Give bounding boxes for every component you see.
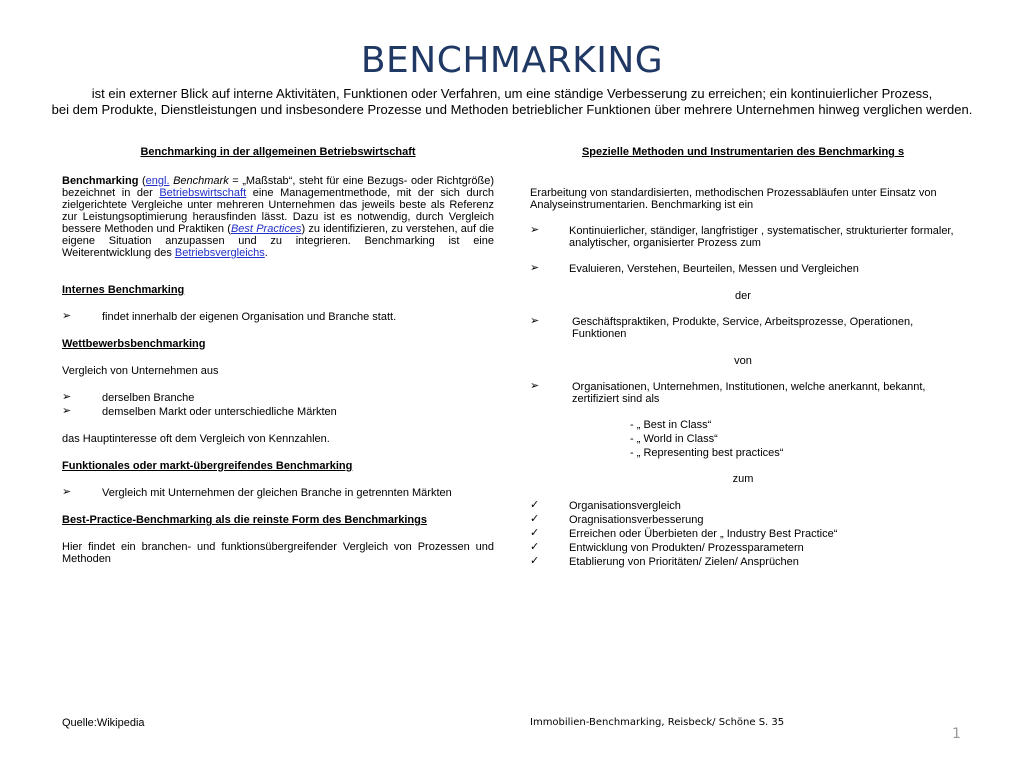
- checkmark-icon: ✓: [530, 499, 540, 511]
- check-item-text: Organisationsvergleich: [569, 500, 681, 512]
- source-right: Immobilien-Benchmarking, Reisbeck/ Schöne S. 35: [530, 717, 785, 728]
- check-item-text: Oragnisationsverbesserung: [569, 514, 704, 526]
- definition-term: Benchmarking: [62, 175, 139, 187]
- wettbewerb-text: Vergleich von Unternehmen aus: [62, 365, 219, 377]
- left-heading: Benchmarking in der allgemeinen Betriebswirtschaft: [140, 146, 416, 158]
- arrow-bullet-icon: ➢: [530, 315, 540, 327]
- intro-line-1: ist ein externer Blick auf interne Aktivitäten, Funktionen oder Verfahren, um eine ständige Verbesserung zu erreichen; ein kontinuierlicher Prozess,: [91, 86, 933, 101]
- definition-paragraph: [62, 175, 494, 259]
- check-item: [530, 556, 956, 568]
- funktional-heading: Funktionales oder markt-übergreifendes Benchmarking: [62, 460, 353, 472]
- dash-item: - „ World in Class“: [630, 433, 718, 445]
- list-item: [62, 406, 494, 418]
- link-engl[interactable]: engl.: [145, 175, 170, 187]
- intro-text: [40, 86, 984, 118]
- dash-item: - „ Representing best practices“: [630, 447, 784, 459]
- text-run: = „Maßstab“, steht für eine Bezugs- oder Richtgröße) bezeichnet in der: [62, 175, 494, 199]
- list-item: [530, 225, 956, 249]
- list-item: [530, 381, 956, 405]
- list-item: [530, 316, 956, 340]
- text-run: .: [264, 247, 268, 259]
- right-heading: Spezielle Methoden und Instrumentarien des Benchmarking s: [581, 146, 905, 158]
- connector-zum: zum: [732, 473, 754, 485]
- checkmark-icon: ✓: [530, 513, 540, 525]
- link-betriebsvergleichs[interactable]: Betriebsvergleichs: [174, 247, 265, 259]
- list-item-text: Kontinuierlicher, ständiger, langfristiger , systematischer, strukturierter formaler, analytischer, organisierter Prozess zum: [569, 225, 954, 249]
- link-betriebswirtschaft[interactable]: Betriebswirtschaft: [159, 187, 247, 199]
- bestpractice-text: Hier findet ein branchen- und funktionsübergreifender Vergleich von Prozessen und Methoden: [62, 541, 494, 565]
- list-item-text: findet innerhalb der eigenen Organisation und Branche statt.: [102, 311, 397, 323]
- bestpractice-heading: Best-Practice-Benchmarking als die reinste Form des Benchmarkings: [62, 514, 427, 526]
- arrow-bullet-icon: ➢: [62, 391, 72, 403]
- checkmark-icon: ✓: [530, 541, 540, 553]
- list-item-text: Geschäftspraktiken, Produkte, Service, Arbeitsprozesse, Operationen, Funktionen: [572, 316, 914, 340]
- check-item: [530, 528, 956, 540]
- link-best-practices[interactable]: Best Practices: [230, 223, 302, 235]
- check-item: [530, 514, 956, 526]
- text-run: (: [138, 175, 146, 187]
- page-title: BENCHMARKING: [360, 40, 664, 81]
- arrow-bullet-icon: ➢: [62, 405, 72, 417]
- arrow-bullet-icon: ➢: [62, 310, 72, 322]
- list-item-text: derselben Branche: [102, 392, 195, 404]
- text-run: ) zu identifizieren, zu verstehen, auf die eigene Situation anzupassen und zu integrieren. Benchmarking ist eine Weiterentwicklung des: [62, 223, 494, 259]
- list-item: [62, 311, 494, 323]
- dash-item: - „ Best in Class“: [630, 419, 712, 431]
- left-column: [62, 146, 494, 565]
- source-left: Quelle:Wikipedia: [62, 717, 145, 729]
- check-item-text: Etablierung von Prioritäten/ Zielen/ Ansprüchen: [569, 556, 799, 568]
- connector-der: der: [735, 290, 751, 302]
- connector-von: von: [734, 355, 752, 367]
- page-number: 1: [952, 726, 961, 742]
- list-item-text: Evaluieren, Verstehen, Beurteilen, Messen und Vergleichen: [569, 263, 859, 275]
- check-item-text: Erreichen oder Überbieten der „ Industry Best Practice“: [569, 528, 838, 540]
- list-item-text: demselben Markt oder unterschiedliche Märkten: [102, 406, 337, 418]
- list-item-text: Organisationen, Unternehmen, Institutionen, welche anerkannt, bekannt, zertifiziert sind als: [572, 381, 926, 405]
- right-column: [530, 146, 956, 568]
- checkmark-icon: ✓: [530, 555, 540, 567]
- check-item-text: Entwicklung von Produkten/ Prozessparametern: [569, 542, 804, 554]
- arrow-bullet-icon: ➢: [530, 224, 540, 236]
- wettbewerb-note: das Hauptinteresse oft dem Vergleich von Kennzahlen.: [62, 433, 330, 445]
- list-item: [62, 392, 494, 404]
- check-item: [530, 500, 956, 512]
- list-item-text: Vergleich mit Unternehmen der gleichen Branche in getrennten Märkten: [102, 487, 452, 499]
- list-item: [530, 263, 956, 275]
- arrow-bullet-icon: ➢: [530, 262, 540, 274]
- right-intro: Erarbeitung von standardisierten, methodischen Prozessabläufen unter Einsatz von Analyseinstrumentarien. Benchmarking ist ein: [530, 187, 937, 211]
- arrow-bullet-icon: ➢: [530, 380, 540, 392]
- arrow-bullet-icon: ➢: [62, 486, 72, 498]
- internes-heading: Internes Benchmarking: [62, 284, 185, 296]
- text-run: eine Managementmethode, mit der sich durch zielgerichtete Vergleiche unter mehreren Unternehmen das jeweils beste als Referenz zur Leistungsoptimierung herausfinden lässt. Dazu ist es notwendig, durch Vergleich bessere Methoden und Praktiken (: [62, 187, 494, 235]
- list-item: [62, 487, 494, 499]
- wettbewerb-heading: Wettbewerbsbenchmarking: [62, 338, 206, 350]
- check-item: [530, 542, 956, 554]
- intro-line-2: bei dem Produkte, Dienstleistungen und insbesondere Prozesse und Methoden betrieblicher Funktionen über mehrere Unternehmen hinweg verglichen werden.: [51, 102, 973, 117]
- term-benchmark: Benchmark: [173, 175, 229, 187]
- checkmark-icon: ✓: [530, 527, 540, 539]
